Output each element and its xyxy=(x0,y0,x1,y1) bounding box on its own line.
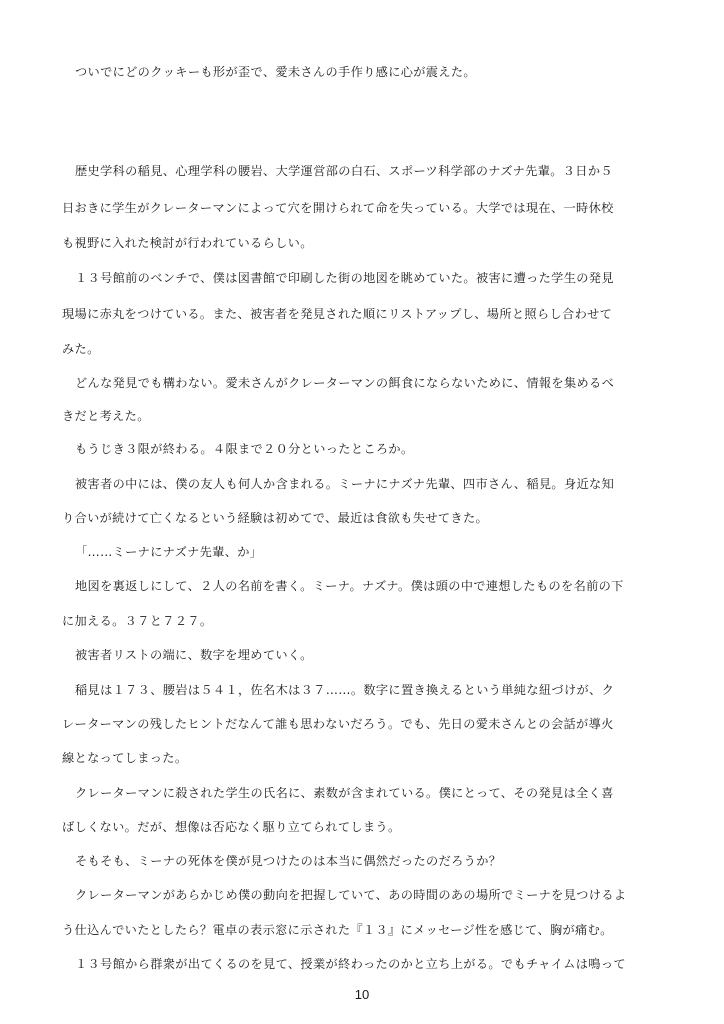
page-number: 10 xyxy=(354,987,370,1002)
text-line: クレーターマンがあらかじめ僕の動向を把握していて、あの時間のあの場所でミーナを見つけるよ xyxy=(75,888,627,902)
text-line: クレーターマンに殺された学生の氏名に、素数が含まれている。僕にとって、その発見は全く喜 xyxy=(75,786,614,800)
text-line: 「……ミーナにナズナ先輩、か」 xyxy=(75,545,263,559)
text-line: １３号館から群衆が出てくるのを見て、授業が終わったのかと立ち上がる。でもチャイムは鳴って xyxy=(75,957,626,971)
text-line: そもそも、ミーナの死体を僕が見つけたのは本当に偶然だったのだろうか？ xyxy=(75,854,502,868)
text-line: 地図を裏返しにして、２人の名前を書く。ミーナ。ナズナ。僕は頭の中で連想したものを名前の下 xyxy=(75,579,624,593)
text-line: レーターマンの残したヒントだなんて誰も思わないだろう。でも、先日の愛未さんとの会話が導火 xyxy=(62,717,614,731)
text-line: う仕込んでいたとしたら？電卓の表示窓に示された『１３』にメッセージ性を感じて、胸が痛む。 xyxy=(62,923,613,937)
text-line: 日おきに学生がクレーターマンによって穴を開けられて命を失っている。大学では現在、一時休校 xyxy=(62,201,614,215)
text-line: 被害者の中には、僕の友人も何人か含まれる。ミーナにナズナ先輩、四市さん、稲見。身近な知 xyxy=(75,477,615,491)
text-line: みた。 xyxy=(62,342,100,356)
text-line: 歴史学科の稲見、心理学科の腰岩、大学運営部の白石、スポーツ科学部のナズナ先輩。３日か５ xyxy=(75,164,613,178)
text-line: も視野に入れた検討が行われているらしい。 xyxy=(62,236,313,250)
text-line: どんな発見でも構わない。愛未さんがクレーターマンの餌食にならないために、情報を集めるべ xyxy=(75,376,615,390)
text-line: ついでにどのクッキーも形が歪で、愛未さんの手作り感に心が震えた。 xyxy=(75,65,476,79)
text-line: 現場に赤丸をつけている。また、被害者を発見された順にリストアップし、場所と照らし合わせて xyxy=(62,307,613,321)
text-line: １３号館前のベンチで、僕は図書館で印刷した街の地図を眺めていた。被害に遭った学生の発見 xyxy=(75,271,614,285)
text-line: 線となってしまった。 xyxy=(62,751,188,765)
text-line: に加える。３７と７２７。 xyxy=(62,614,213,628)
text-line: り合いが続けて亡くなるという経験は初めてで、最近は食欲も失せてきた。 xyxy=(62,511,489,525)
text-line: もうじき３限が終わる。４限まで２０分といったところか。 xyxy=(75,442,414,456)
text-line: ばしくない。だが、想像は否応なく駆り立てられてしまう。 xyxy=(62,820,401,834)
text-line: 被害者リストの端に、数字を埋めていく。 xyxy=(75,648,313,662)
text-line: 稲見は１７３、腰岩は５４１，佐名木は３７……。数字に置き換えるという単純な紐づけが、ク xyxy=(75,683,615,697)
text-line: きだと考えた。 xyxy=(62,409,150,423)
